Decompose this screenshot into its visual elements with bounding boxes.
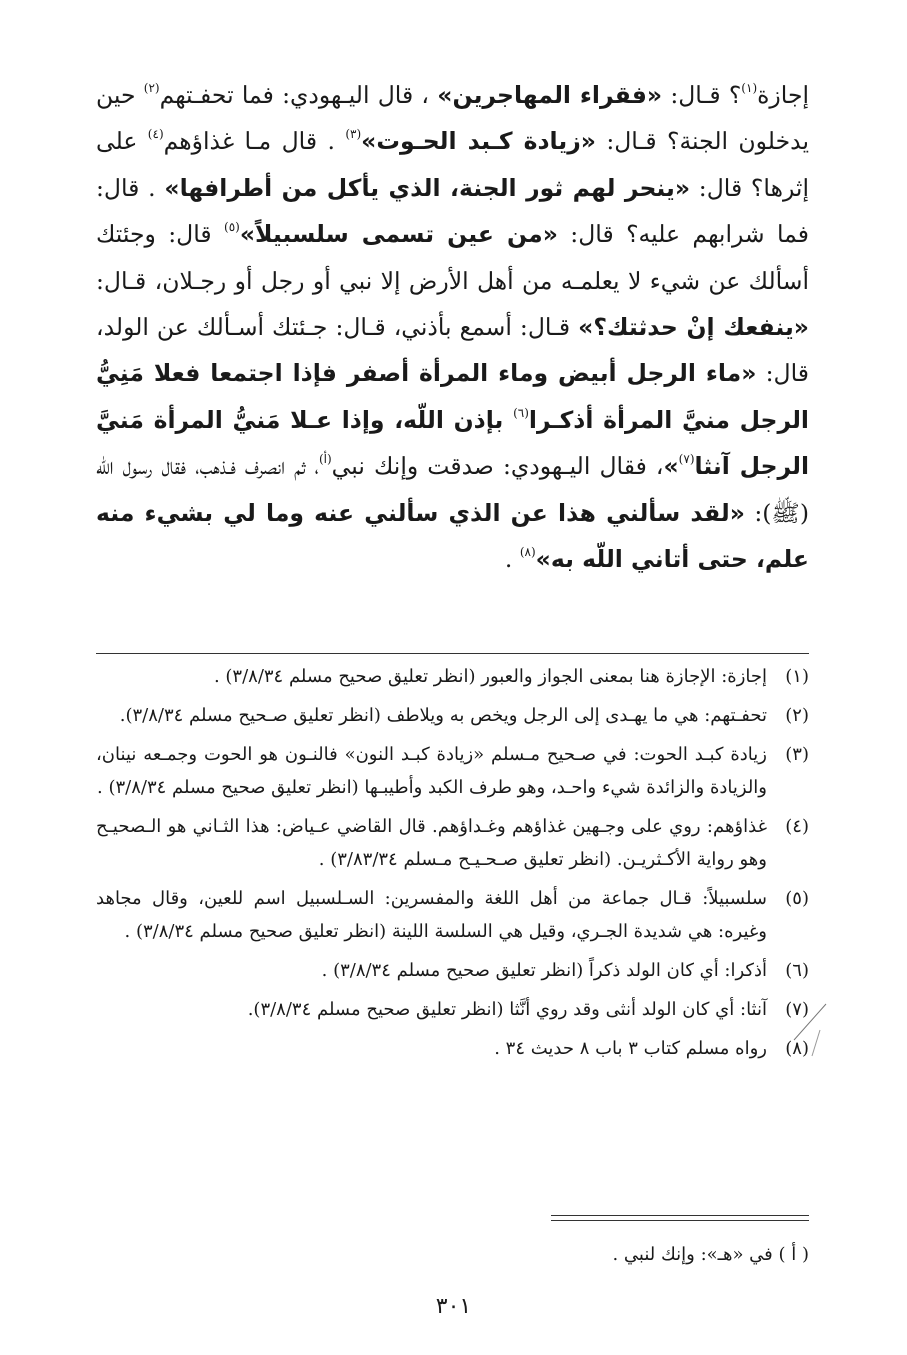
text-run: . [504, 545, 520, 574]
footnote-text: تحفـتهم: هي ما يهـدى إلى الرجل ويخص به ويلاطف (انظر تعليق صـحيح مسلم ٣/٨/٣٤). [119, 705, 767, 726]
margin-pencil-mark [790, 1000, 830, 1060]
hadith-quote: «لقد سألني هذا عن الذي سألني عنه وما لي بشيء منه علم، حتى أتاني اللّه به» [96, 498, 809, 574]
text-run: . قال مـا غذاؤهم [163, 127, 346, 156]
hadith-quote: «ينحر لهم ثور الجنة، الذي يأكل من أطرافها» [164, 173, 691, 202]
text-run: قـال: أسمع بأذني، قـال: جـئتك أسـألك عن الولد، قال: [96, 313, 809, 388]
footnote-number: (٨) [785, 1038, 809, 1059]
hadith-quote: «فقراء المهاجرين» [437, 81, 663, 109]
footnote-number: (٥) [785, 888, 809, 909]
hadith-quote: بإذن اللّه، وإذا عـلا مَنيُّ المرأة مَنيَّ الرجل آنثا [96, 405, 810, 481]
footnote-number: (١) [785, 666, 809, 687]
footnote-text: آنثا: أي كان الولد أنثى وقد روي أنَّثا (انظر تعليق صحيح مسلم ٣/٨/٣٤). [247, 999, 767, 1020]
footnote-text: رواه مسلم كتاب ٣ باب ٨ حديث ٣٤ . [494, 1038, 767, 1059]
footnote-text: سلسبيلاً: قـال جماعة من أهل اللغة والمفسرين: السـلسبيل اسم للعين، وقال مجاهد وغيره: هي شديدة الجـري، وقيل هي السلسة اللينة (انظر تعليق صحيح مسلم ٣/٨/٣٤) . [96, 888, 767, 942]
text-run: قال: وجئتك أسألك عن شيء لا يعلمـه من أهل الأرض إلا نبي أو رجل أو رجـلان، قـال: [96, 220, 809, 295]
footnote-item [96, 954, 809, 987]
page-number: ٣٠١ [435, 1294, 472, 1319]
text-run: ؟ قـال: [662, 81, 742, 109]
text-run: على إثرها؟ قال: [96, 127, 809, 202]
footnote-item [96, 699, 809, 732]
text-run: ، قال اليـهودي: فما تحفـتهم [159, 81, 438, 109]
variant-divider [551, 1215, 809, 1221]
variant-ref[interactable]: (أ) [318, 452, 332, 467]
footnote-ref[interactable]: (٥) [224, 220, 240, 235]
footnote-item [96, 660, 809, 693]
main-paragraph [96, 72, 809, 582]
footnote-ref[interactable]: (٢) [143, 81, 160, 95]
footnote-text: غذاؤهم: روي على وجـهين غذاؤهم وغـداؤهم. قال القاضي عـياض: هذا الثـاني هو الـصحيـح وهو رواية الأكـثريـن. (انظر تعليق صـحـيـح مـسلم ٣/٨٣/٣٤) . [96, 816, 767, 870]
footnote-divider [96, 653, 809, 654]
hadith-quote: «ماء الرجل أبيض وماء المرأة أصفر فإذا اجتمعا فعلا مَنِيُّ الرجل منيَّ المرأة أذكـرا [96, 359, 809, 434]
footnote-ref[interactable]: (١) [741, 81, 758, 95]
hadith-quote: » [663, 452, 679, 481]
footnote-ref[interactable]: (٣) [345, 127, 362, 142]
footnote-text: إجازة: الإجازة هنا بمعنى الجواز والعبور (انظر تعليق صحيح مسلم ٣/٨/٣٤) . [213, 666, 767, 687]
footnote-ref[interactable]: (٨) [519, 545, 536, 560]
footnote-number: (٤) [785, 816, 809, 837]
footnotes [96, 660, 809, 1071]
hadith-quote: «من عين تسمى سلسبيلاً» [239, 220, 558, 249]
text-run: ، ثم انصرف فـذهب، فقال رسول الله (ﷺ): [96, 452, 809, 527]
variant-note: ( أ ) في «هـ»: وإنك لنبي . [612, 1244, 809, 1265]
footnote-text: زيادة كبـد الحوت: في صـحيح مـسلم «زيادة كبـد النون» فالنـون هو الحوت وجمـعه نينان، والزيادة والزائدة شيء واحـد، وهو طرف الكبد وأطيبـها (انظر تعليق صحيح مسلم ٣/٨/٣٤) . [96, 744, 767, 798]
hadith-quote: «زيادة كـبد الحـوت» [361, 127, 596, 156]
footnote-item [96, 810, 809, 876]
footnote-item [96, 1032, 809, 1065]
footnote-ref[interactable]: (٧) [678, 452, 695, 467]
text-run: ، فقال اليـهودي: صدقت وإنك نبي [331, 452, 664, 481]
footnote-item [96, 993, 809, 1026]
hadith-quote: «ينفعك إنْ حدثتك؟» [578, 313, 809, 342]
footnote-ref[interactable]: (٤) [147, 127, 164, 142]
footnote-text: أذكرا: أي كان الولد ذكراً (انظر تعليق صحيح مسلم ٣/٨/٣٤) . [321, 960, 767, 981]
text-run: حين يدخلون الجنة؟ قـال: [96, 81, 809, 156]
footnote-item [96, 738, 809, 804]
text-run: إجازة [757, 81, 810, 109]
footnote-number: (٦) [785, 960, 809, 981]
footnote-item [96, 882, 809, 948]
text-run: . قال: فما شرابهم عليه؟ قال: [96, 173, 809, 249]
footnote-number: (٣) [785, 744, 809, 765]
footnote-ref[interactable]: (٦) [513, 405, 529, 420]
footnote-number: (٧) [785, 999, 809, 1020]
footnote-number: (٢) [785, 705, 809, 726]
